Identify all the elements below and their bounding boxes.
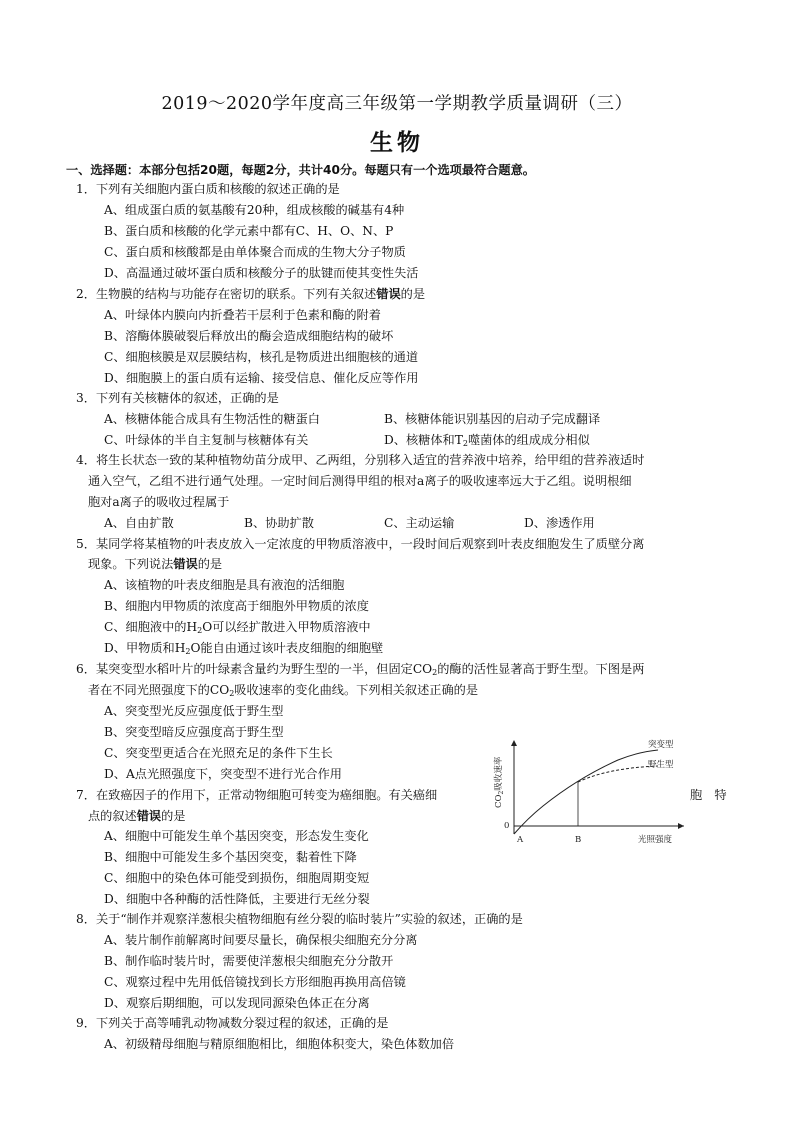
q4-option-d: D、渗透作用 xyxy=(524,516,595,530)
series-label-mutant: 突变型 xyxy=(648,740,674,750)
q2-option-a: A、叶绿体内膜向内折叠若干层利于色素和酶的附着 xyxy=(104,308,381,322)
series-mutant-curve xyxy=(514,750,658,834)
q7-stem-text: 点的叙述 xyxy=(88,809,137,823)
q5-option-c xyxy=(104,620,371,634)
q6-stem-tail: 的酶的活性显著高于野生型。下图是两 xyxy=(437,662,645,676)
q5-option-d xyxy=(104,641,383,655)
q7-option-d: D、细胞中各种酶的活性降低，主要进行无丝分裂 xyxy=(104,892,370,906)
q3-option-d-tail: 噬菌体的组成成分相似 xyxy=(467,433,590,447)
q6-stem2-text: 者在不同光照强度下的CO xyxy=(88,683,230,697)
y-axis-arrow xyxy=(511,740,517,746)
q4-stem-line1: 4．将生长状态一致的某种植物幼苗分成甲、乙两组，分别移入适宜的营养液中培养，给甲组的营养液适时 xyxy=(76,453,645,467)
q2-option-c: C、细胞核膜是双层膜结构，核孔是物质进出细胞核的通道 xyxy=(104,350,419,364)
q5-option-b: B、细胞内甲物质的浓度高于细胞外甲物质的浓度 xyxy=(104,599,369,613)
q6-stem-text: 6．某突变型水稻叶片的叶绿素含量约为野生型的一半，但固定CO xyxy=(76,662,433,676)
q8-stem: 8．关于“制作并观察洋葱根尖植物细胞有丝分裂的临时装片”实验的叙述，正确的是 xyxy=(76,912,523,926)
q2-option-d: D、细胞膜上的蛋白质有运输、接受信息、催化反应等作用 xyxy=(104,371,419,385)
q3-option-d xyxy=(384,433,590,447)
q7-option-a: A、细胞中可能发生单个基因突变，形态发生变化 xyxy=(104,829,369,843)
q7-stem-line1: 7．在致癌因子的作用下，正常动物细胞可转变为癌细胞。有关癌细 xyxy=(76,788,438,802)
q5-stem-emphasis: 错误 xyxy=(173,557,198,571)
q3-stem: 3．下列有关核糖体的叙述，正确的是 xyxy=(76,391,279,405)
q3-option-c: C、叶绿体的半自主复制与核糖体有关 xyxy=(104,433,309,447)
q6-option-c: C、突变型更适合在光照充足的条件下生长 xyxy=(104,746,333,760)
q5-stem-text: 现象。下列说法 xyxy=(88,557,174,571)
series-label-wild: 野生型 xyxy=(648,760,674,770)
q5-option-c-sub: 2 xyxy=(197,626,203,635)
q6-stem-sub: 2 xyxy=(432,668,438,677)
q7-stem-tail: 的是 xyxy=(161,809,186,823)
q7-option-b: B、细胞中可能发生多个基因突变，黏着性下降 xyxy=(104,850,357,864)
q1-option-d: D、高温通过破坏蛋白质和核酸分子的肽键而使其变性失活 xyxy=(104,266,419,280)
q7-stem-emphasis: 错误 xyxy=(136,809,162,823)
q1-option-c: C、蛋白质和核酸都是由单体聚合而成的生物大分子物质 xyxy=(104,245,406,259)
q5-option-c-tail: O可以经扩散进入甲物质溶液中 xyxy=(202,620,371,634)
q3-option-a: A、核糖体能合成具有生物活性的糖蛋白 xyxy=(104,412,320,426)
q7-option-c: C、细胞中的染色体可能受到损伤，细胞周期变短 xyxy=(104,871,370,885)
q2-stem-tail: 的是 xyxy=(400,287,426,301)
q6-stem-line2 xyxy=(88,683,478,697)
q7-stem-line1-tail: 胞 特 xyxy=(690,788,727,802)
q8-option-a: A、装片制作前解离时间要尽量长，确保根尖细胞充分分离 xyxy=(104,933,418,947)
q1-option-b: B、蛋白质和核酸的化学元素中都有C、H、O、N、P xyxy=(104,224,394,238)
q4-option-b: B、协助扩散 xyxy=(244,516,314,530)
q6-stem-line1 xyxy=(76,662,644,676)
subject-title: 生物 xyxy=(370,130,424,156)
x-axis-label: 光照强度 xyxy=(638,835,673,845)
q9-option-a: A、初级精母细胞与精原细胞相比，细胞体积变大，染色体数加倍 xyxy=(104,1037,455,1051)
q5-option-d-text: D、甲物质和H xyxy=(104,641,186,655)
x-tick-b: B xyxy=(575,835,582,845)
q4-stem-line3: 胞对a离子的吸收过程属于 xyxy=(88,495,230,509)
q7-stem-line2 xyxy=(88,809,186,823)
q3-option-b: B、核糖体能识别基因的启动子完成翻译 xyxy=(384,412,601,426)
q5-stem-line1: 5．某同学将某植物的叶表皮放入一定浓度的甲物质溶液中，一段时间后观察到叶表皮细胞发生了质壁分离 xyxy=(76,537,645,551)
q8-option-d: D、观察后期细胞，可以发现同源染色体正在分离 xyxy=(104,996,370,1010)
q4-option-c: C、主动运输 xyxy=(384,516,455,530)
q6-option-d: D、A点光照强度下，突变型不进行光合作用 xyxy=(104,767,342,781)
q4-option-a: A、自由扩散 xyxy=(104,516,174,530)
q2-stem xyxy=(76,287,425,301)
q5-option-c-text: C、细胞液中的H xyxy=(104,620,198,634)
q9-stem: 9．下列关于高等哺乳动物减数分裂过程的叙述，正确的是 xyxy=(76,1016,389,1030)
q6-option-a: A、突变型光反应强度低于野生型 xyxy=(104,704,284,718)
q2-stem-emphasis: 错误 xyxy=(376,287,401,301)
q5-option-d-tail: O能自由通过该叶表皮细胞的细胞壁 xyxy=(190,641,384,655)
q5-stem-line2 xyxy=(88,557,222,571)
q3-option-d-text: D、核糖体和T xyxy=(384,433,463,447)
q1-option-a: A、组成蛋白质的氨基酸有20种，组成核酸的碱基有4种 xyxy=(104,203,405,217)
q2-option-b: B、溶酶体膜破裂后释放出的酶会造成细胞结构的破坏 xyxy=(104,329,394,343)
q3-option-d-sub: 2 xyxy=(462,439,468,448)
section-heading: 一、选择题：本部分包括20题，每题2分，共计40分。每题只有一个选项最符合题意。 xyxy=(66,163,535,177)
x-tick-a: A xyxy=(517,835,524,845)
q8-option-b: B、制作临时装片时，需要使洋葱根尖细胞充分分散开 xyxy=(104,954,394,968)
q2-stem-text: 2．生物膜的结构与功能存在密切的联系。下列有关叙述 xyxy=(76,287,377,301)
q5-stem-tail: 的是 xyxy=(197,557,223,571)
q8-option-c: C、观察过程中先用低倍镜找到长方形细胞再换用高倍镜 xyxy=(104,975,406,989)
q4-stem-line2: 通入空气，乙组不进行通气处理。一定时间后测得甲组的根对a离子的吸收速率远大于乙组。说明根细 xyxy=(88,474,632,488)
q5-option-a: A、该植物的叶表皮细胞是具有液泡的活细胞 xyxy=(104,578,345,592)
q6-stem2-tail: 吸收速率的变化曲线。下列相关叙述正确的是 xyxy=(234,683,479,697)
q5-option-d-sub: 2 xyxy=(185,647,191,656)
x-axis-arrow xyxy=(678,823,684,829)
q6-option-b: B、突变型暗反应强度高于野生型 xyxy=(104,725,284,739)
origin-label: 0 xyxy=(504,821,510,831)
q6-stem2-sub: 2 xyxy=(229,689,235,698)
page-title: 2019～2020学年度高三年级第一学期教学质量调研（三） xyxy=(161,94,633,114)
co2-absorption-chart xyxy=(488,738,688,848)
y-axis-label: $CO_2$吸收速率 xyxy=(494,756,505,808)
q1-stem: 1．下列有关细胞内蛋白质和核酸的叙述正确的是 xyxy=(76,182,340,196)
